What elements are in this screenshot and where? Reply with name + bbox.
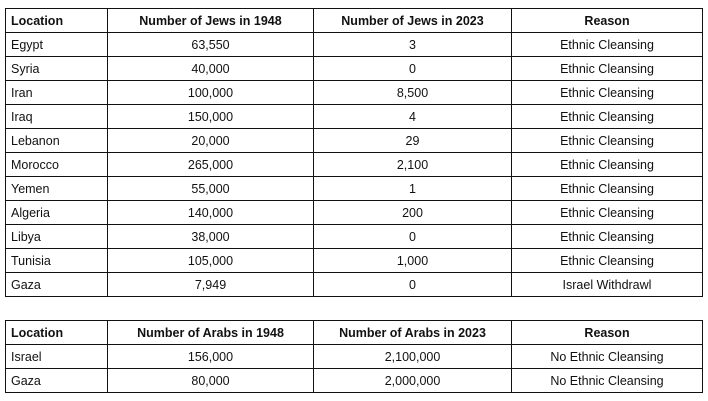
table-row <box>6 129 703 153</box>
header-count-2023: Number of Jews in 2023 <box>314 9 512 33</box>
cell-reason: Ethnic Cleansing <box>512 33 703 57</box>
cell-reason: Ethnic Cleansing <box>512 201 703 225</box>
cell-count-1948: 7,949 <box>108 273 314 297</box>
cell-location: Syria <box>6 57 108 81</box>
cell-count-2023: 200 <box>314 201 512 225</box>
cell-count-2023: 4 <box>314 105 512 129</box>
header-reason: Reason <box>512 321 703 345</box>
cell-count-2023: 2,000,000 <box>314 369 512 393</box>
table-row <box>6 345 703 369</box>
cell-count-2023: 2,100 <box>314 153 512 177</box>
table-row <box>6 33 703 57</box>
cell-count-1948: 38,000 <box>108 225 314 249</box>
cell-count-2023: 0 <box>314 273 512 297</box>
table-row <box>6 249 703 273</box>
table-row <box>6 201 703 225</box>
cell-location: Egypt <box>6 33 108 57</box>
table-row <box>6 153 703 177</box>
cell-location: Gaza <box>6 369 108 393</box>
header-location: Location <box>6 321 108 345</box>
arabs-population-table <box>5 320 703 393</box>
table-header-row <box>6 9 703 33</box>
cell-count-1948: 265,000 <box>108 153 314 177</box>
cell-reason: Ethnic Cleansing <box>512 129 703 153</box>
cell-count-1948: 140,000 <box>108 201 314 225</box>
table-row <box>6 57 703 81</box>
cell-reason: Israel Withdrawl <box>512 273 703 297</box>
cell-reason: Ethnic Cleansing <box>512 81 703 105</box>
cell-location: Yemen <box>6 177 108 201</box>
header-location: Location <box>6 9 108 33</box>
cell-count-1948: 105,000 <box>108 249 314 273</box>
cell-reason: Ethnic Cleansing <box>512 153 703 177</box>
table-header-row <box>6 321 703 345</box>
cell-count-1948: 156,000 <box>108 345 314 369</box>
cell-location: Algeria <box>6 201 108 225</box>
cell-reason: Ethnic Cleansing <box>512 57 703 81</box>
table-row <box>6 369 703 393</box>
cell-count-2023: 0 <box>314 57 512 81</box>
cell-count-1948: 40,000 <box>108 57 314 81</box>
cell-count-2023: 3 <box>314 33 512 57</box>
cell-reason: Ethnic Cleansing <box>512 249 703 273</box>
table-row <box>6 273 703 297</box>
cell-location: Lebanon <box>6 129 108 153</box>
cell-location: Iraq <box>6 105 108 129</box>
cell-location: Libya <box>6 225 108 249</box>
cell-reason: Ethnic Cleansing <box>512 177 703 201</box>
table-row <box>6 225 703 249</box>
cell-count-1948: 100,000 <box>108 81 314 105</box>
table-row <box>6 177 703 201</box>
cell-count-2023: 0 <box>314 225 512 249</box>
table-row <box>6 105 703 129</box>
cell-location: Gaza <box>6 273 108 297</box>
cell-count-2023: 8,500 <box>314 81 512 105</box>
cell-location: Israel <box>6 345 108 369</box>
header-reason: Reason <box>512 9 703 33</box>
cell-reason: Ethnic Cleansing <box>512 105 703 129</box>
cell-reason: No Ethnic Cleansing <box>512 345 703 369</box>
cell-count-2023: 2,100,000 <box>314 345 512 369</box>
cell-location: Tunisia <box>6 249 108 273</box>
cell-location: Morocco <box>6 153 108 177</box>
jews-population-table <box>5 8 703 297</box>
table-row <box>6 81 703 105</box>
header-count-1948: Number of Jews in 1948 <box>108 9 314 33</box>
header-count-2023: Number of Arabs in 2023 <box>314 321 512 345</box>
cell-reason: No Ethnic Cleansing <box>512 369 703 393</box>
cell-reason: Ethnic Cleansing <box>512 225 703 249</box>
cell-count-2023: 1 <box>314 177 512 201</box>
cell-count-2023: 29 <box>314 129 512 153</box>
cell-location: Iran <box>6 81 108 105</box>
cell-count-1948: 63,550 <box>108 33 314 57</box>
cell-count-1948: 55,000 <box>108 177 314 201</box>
cell-count-1948: 80,000 <box>108 369 314 393</box>
cell-count-1948: 20,000 <box>108 129 314 153</box>
cell-count-2023: 1,000 <box>314 249 512 273</box>
cell-count-1948: 150,000 <box>108 105 314 129</box>
header-count-1948: Number of Arabs in 1948 <box>108 321 314 345</box>
